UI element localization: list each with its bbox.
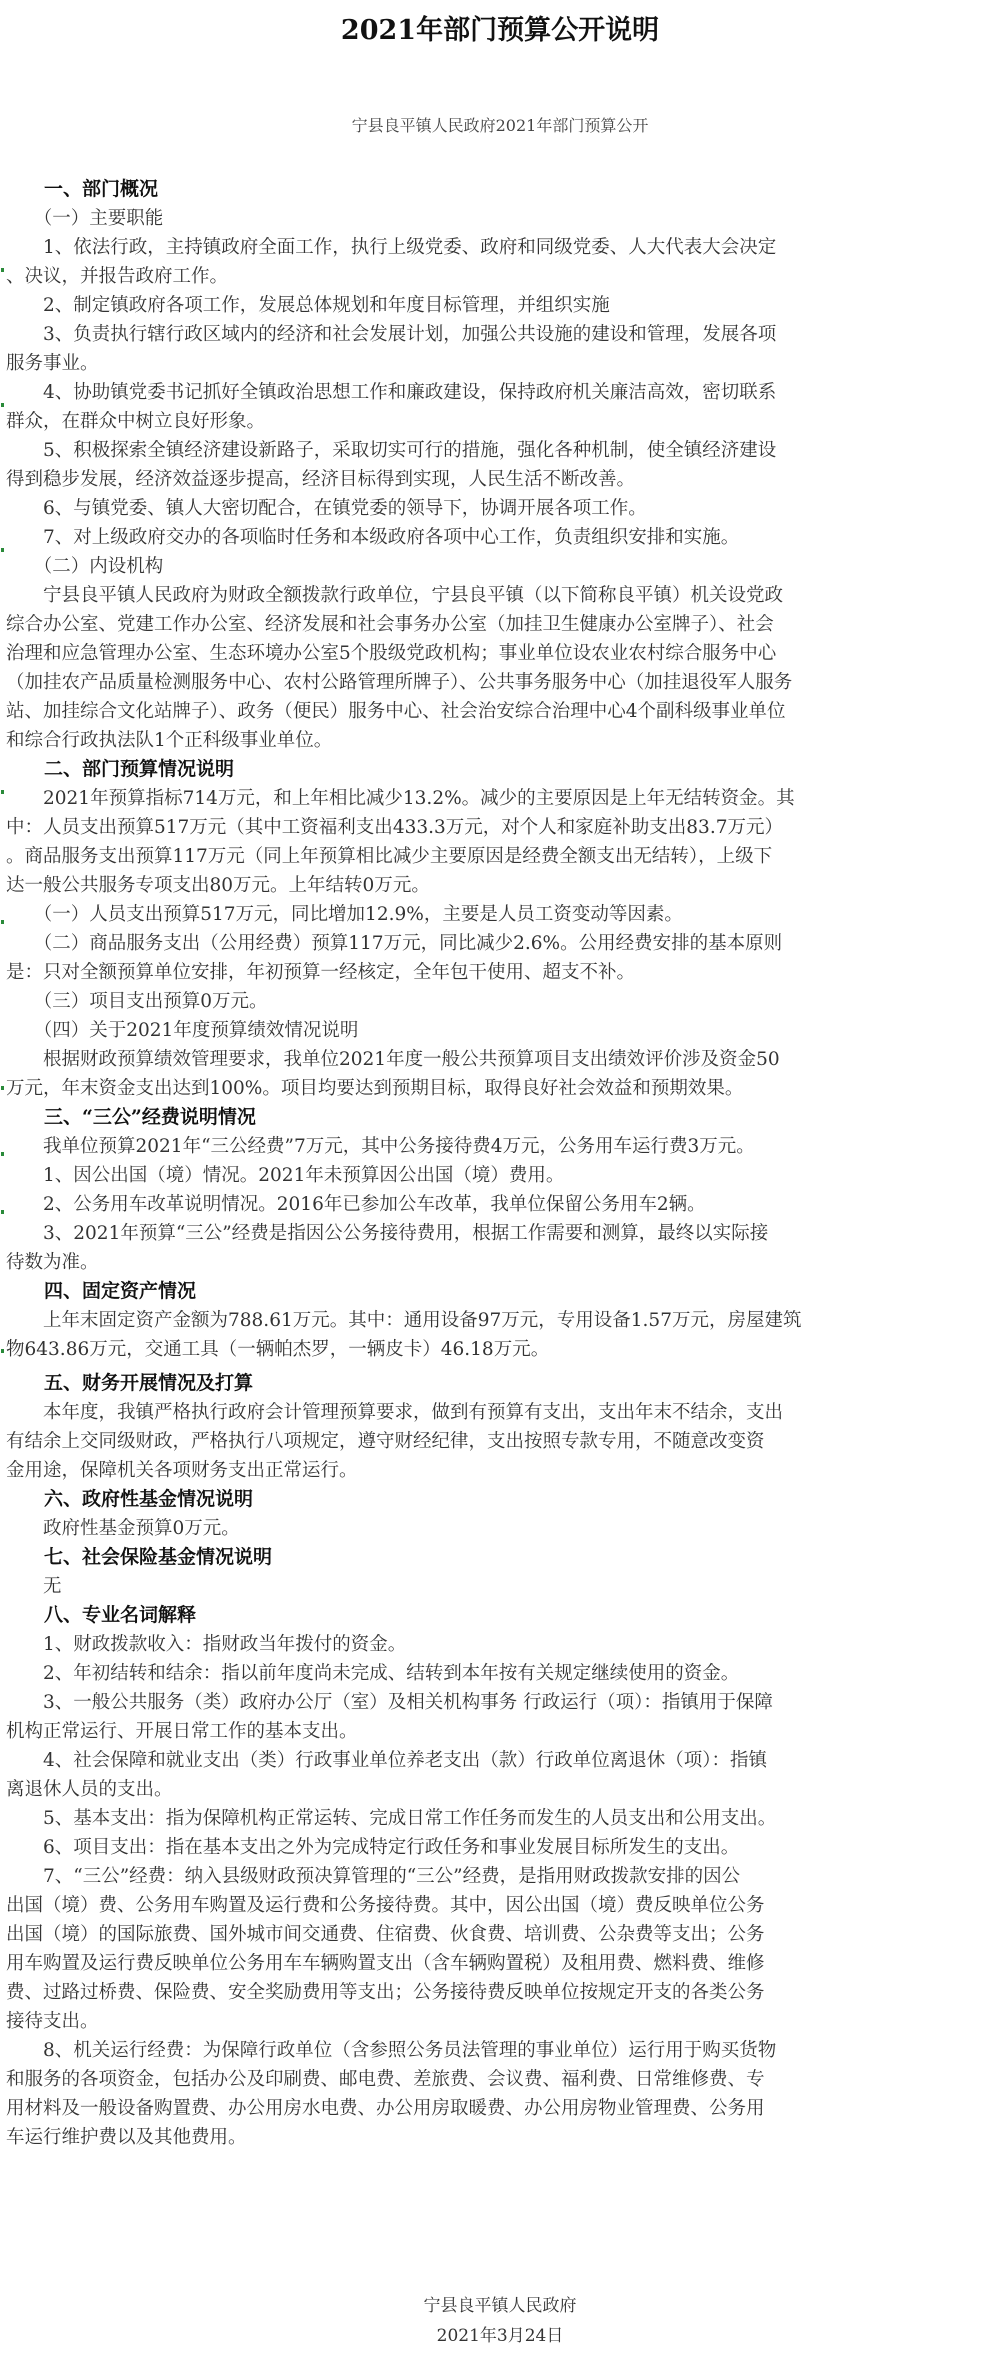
text-line: 接待支出。 xyxy=(6,2011,99,2032)
text-line: 是：只对全额预算单位安排，年初预算一经核定，全年包干使用、超支不补。 xyxy=(6,962,636,983)
text-line: 有结余上交同级财政，严格执行八项规定，遵守财经纪律，支出按照专款专用，不随意改变资 xyxy=(6,1431,765,1452)
section-heading: 三、“三公”经费说明情况 xyxy=(6,1106,256,1128)
text-line: 机构正常运行、开展日常工作的基本支出。 xyxy=(6,1721,358,1742)
margin-mark xyxy=(1,403,4,407)
text-line: 万元，年末资金支出达到100%。项目均要达到预期目标，取得良好社会效益和预期效果。 xyxy=(6,1078,744,1099)
margin-mark xyxy=(1,1152,4,1156)
text-line: 用车购置及运行费反映单位公务用车车辆购置支出（含车辆购置税）及租用费、燃料费、维修 xyxy=(6,1953,765,1974)
text-line: 5、积极探索全镇经济建设新路子，采取切实可行的措施，强化各种机制，使全镇经济建设 xyxy=(6,440,777,461)
text-line: 出国（境）费、公务用车购置及运行费和公务接待费。其中，因公出国（境）费反映单位公务 xyxy=(6,1895,765,1916)
section-heading: 五、财务开展情况及打算 xyxy=(6,1372,254,1394)
text-line: 8、机关运行经费：为保障行政单位（含参照公务员法管理的事业单位）运行用于购买货物 xyxy=(6,2040,777,2061)
margin-mark xyxy=(1,1210,4,1214)
text-line: 3、2021年预算“三公”经费是指因公公务接待费用，根据工作需要和测算，最终以实际接 xyxy=(6,1223,769,1244)
text-line: 3、负责执行辖行政区域内的经济和社会发展计划，加强公共设施的建设和管理，发展各项 xyxy=(6,324,777,345)
text-line: 3、一般公共服务（类）政府办公厅（室）及相关机构事务 行政运行（项）：指镇用于保障 xyxy=(6,1692,773,1713)
text-line: 达一般公共服务专项支出80万元。上年结转0万元。 xyxy=(6,875,430,896)
text-line: 、决议，并报告政府工作。 xyxy=(6,266,229,287)
text-line: 和服务的各项资金，包括办公及印刷费、邮电费、差旅费、会议费、福利费、日常维修费、专 xyxy=(6,2069,765,2090)
text-line: 政府性基金预算0万元。 xyxy=(6,1518,240,1539)
text-line: 6、项目支出：指在基本支出之外为完成特定行政任务和事业发展目标所发生的支出。 xyxy=(6,1837,740,1858)
section-heading: 四、固定资产情况 xyxy=(6,1280,197,1302)
text-line: 。商品服务支出预算117万元（同上年预算相比减少主要原因是经费全额支出无结转），上级下 xyxy=(6,846,773,867)
section-heading: 八、专业名词解释 xyxy=(6,1604,197,1626)
text-line: 2、制定镇政府各项工作，发展总体规划和年度目标管理，并组织实施 xyxy=(6,295,610,316)
text-line: 宁县良平镇人民政府为财政全额拨款行政单位，宁县良平镇（以下简称良平镇）机关设党政 xyxy=(6,585,784,606)
text-line: （加挂农产品质量检测服务中心、农村公路管理所牌子）、公共事务服务中心（加挂退役军人服务 xyxy=(6,672,793,693)
text-line: 1、因公出国（境）情况。2021年未预算因公出国（境）费用。 xyxy=(6,1165,565,1186)
text-line: 7、对上级政府交办的各项临时任务和本级政府各项中心工作，负责组织安排和实施。 xyxy=(6,527,740,548)
margin-mark xyxy=(1,268,4,272)
text-line: 4、协助镇党委书记抓好全镇政治思想工作和廉政建设，保持政府机关廉洁高效，密切联系 xyxy=(6,382,777,403)
text-line: （四）关于2021年度预算绩效情况说明 xyxy=(6,1020,359,1041)
text-line: （二）内设机构 xyxy=(6,556,164,577)
section-heading: 二、部门预算情况说明 xyxy=(6,758,235,780)
page-subtitle: 宁县良平镇人民政府2021年部门预算公开 xyxy=(351,116,649,135)
text-line: 中：人员支出预算517万元（其中工资福利支出433.3万元，对个人和家庭补助支出83.7万元） xyxy=(6,817,783,838)
text-line: 得到稳步发展，经济效益逐步提高，经济目标得到实现，人民生活不断改善。 xyxy=(6,469,636,490)
text-line: 群众，在群众中树立良好形象。 xyxy=(6,411,266,432)
text-line: 服务事业。 xyxy=(6,353,99,374)
text-line: 1、财政拨款收入：指财政当年拨付的资金。 xyxy=(6,1634,407,1655)
text-line: 综合办公室、党建工作办公室、经济发展和社会事务办公室（加挂卫生健康办公室牌子）、社会 xyxy=(6,614,774,635)
text-line: 4、社会保障和就业支出（类）行政事业单位养老支出（款）行政单位离退休（项）：指镇 xyxy=(6,1750,768,1771)
section-heading: 七、社会保险基金情况说明 xyxy=(6,1546,273,1568)
signature-date: 2021年3月24日 xyxy=(436,2326,564,2346)
margin-mark xyxy=(1,920,4,924)
text-line: 本年度，我镇严格执行政府会计管理预算要求，做到有预算有支出，支出年末不结余，支出 xyxy=(6,1402,784,1423)
margin-mark xyxy=(1,548,4,552)
text-line: 上年末固定资产金额为788.61万元。其中：通用设备97万元，专用设备1.57万元，房屋建筑 xyxy=(6,1310,802,1331)
text-line: 根据财政预算绩效管理要求，我单位2021年度一般公共预算项目支出绩效评价涉及资金50 xyxy=(6,1049,780,1070)
text-line: 2021年预算指标714万元，和上年相比减少13.2%。减少的主要原因是上年无结转资金。其 xyxy=(6,788,795,809)
text-line: 站、加挂综合文化站牌子）、政务（便民）服务中心、社会治安综合治理中心4个副科级事业单位 xyxy=(6,701,786,722)
text-line: 6、与镇党委、镇人大密切配合，在镇党委的领导下，协调开展各项工作。 xyxy=(6,498,647,519)
text-line: 我单位预算2021年“三公经费”7万元，其中公务接待费4万元，公务用车运行费3万元。 xyxy=(6,1136,755,1157)
text-line: （三）项目支出预算0万元。 xyxy=(6,991,268,1012)
section-heading: 一、部门概况 xyxy=(6,178,159,200)
margin-mark xyxy=(1,1086,4,1090)
text-line: （二）商品服务支出（公用经费）预算117万元，同比减少2.6%。公用经费安排的基本原则 xyxy=(6,933,783,954)
text-line: 离退休人员的支出。 xyxy=(6,1779,173,1800)
text-line: 2、年初结转和结余：指以前年度尚未完成、结转到本年按有关规定继续使用的资金。 xyxy=(6,1663,740,1684)
text-line: 治理和应急管理办公室、生态环境办公室5个股级党政机构；事业单位设农业农村综合服务中心 xyxy=(6,643,777,664)
text-line: 用材料及一般设备购置费、办公用房水电费、办公用房取暖费、办公用房物业管理费、公务用 xyxy=(6,2098,765,2119)
text-line: （一）人员支出预算517万元，同比增加12.9%，主要是人员工资变动等因素。 xyxy=(6,904,683,925)
signature-org: 宁县良平镇人民政府 xyxy=(423,2296,577,2316)
text-line: 2、公务用车改革说明情况。2016年已参加公车改革，我单位保留公务用车2辆。 xyxy=(6,1194,706,1215)
text-line: （一）主要职能 xyxy=(6,208,164,229)
text-line: 待数为准。 xyxy=(6,1252,99,1273)
margin-mark xyxy=(1,1349,4,1353)
text-line: 1、依法行政，主持镇政府全面工作，执行上级党委、政府和同级党委、人大代表大会决定 xyxy=(6,237,777,258)
margin-mark xyxy=(1,790,4,794)
text-line: 车运行维护费以及其他费用。 xyxy=(6,2127,247,2148)
document-body xyxy=(6,175,996,2152)
text-line: 7、“三公”经费：纳入县级财政预决算管理的“三公”经费，是指用财政拨款安排的因公 xyxy=(6,1866,741,1887)
page-title: 2021年部门预算公开说明 xyxy=(340,15,660,46)
signature-block xyxy=(0,2291,1000,2351)
text-line: 物643.86万元，交通工具（一辆帕杰罗，一辆皮卡）46.18万元。 xyxy=(6,1339,550,1360)
text-line: 5、基本支出：指为保障机构正常运转、完成日常工作任务而发生的人员支出和公用支出。 xyxy=(6,1808,777,1829)
text-line: 无 xyxy=(6,1576,62,1597)
text-line: 和综合行政执法队1个正科级事业单位。 xyxy=(6,730,333,751)
text-line: 出国（境）的国际旅费、国外城市间交通费、住宿费、伙食费、培训费、公杂费等支出；公务 xyxy=(6,1924,765,1945)
text-line: 费、过路过桥费、保险费、安全奖励费用等支出；公务接待费反映单位按规定开支的各类公务 xyxy=(6,1982,765,2003)
section-heading: 六、政府性基金情况说明 xyxy=(6,1488,254,1510)
text-line: 金用途，保障机关各项财务支出正常运行。 xyxy=(6,1460,358,1481)
